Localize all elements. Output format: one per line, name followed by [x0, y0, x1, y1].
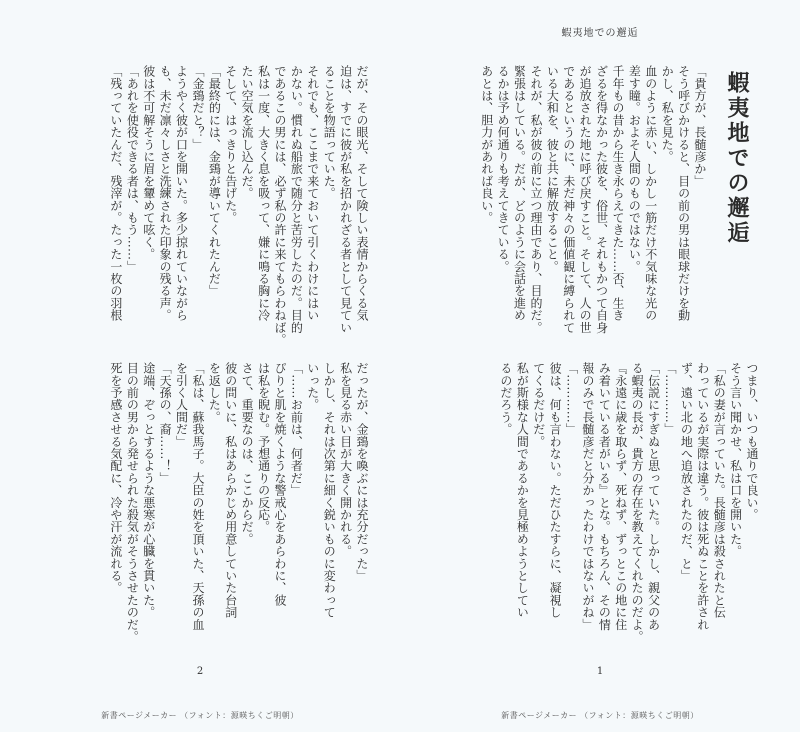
text-line: だが、その眼光、そして険しい表情からくる気	[355, 65, 369, 322]
text-line: 迫は、すでに彼が私を招かれざる者として見てい	[338, 65, 353, 334]
text-line: であるこの男には、必ず私の許に来てもらわねば。	[272, 65, 287, 346]
text-line: 死を予感させる気配に、冷や汗が流れる。	[108, 362, 123, 594]
text-line: ることを物語っていた。	[322, 65, 337, 200]
text-line: 私を見る赤い目が大きく開かれる。	[338, 362, 353, 558]
text-line: しかし、それは次第に細く鋭いものに変わって	[322, 362, 337, 619]
text-line: 「……お前は、何者だ」	[289, 362, 304, 497]
text-line: そして、はっきりと告げた。	[223, 65, 238, 224]
text-line: いる大和を、彼と共に解放すること。	[545, 65, 560, 273]
text-line: ようやく彼が口を開いた。多少掠れていながら	[174, 65, 189, 322]
text-line: ぴりと肌を焼くような警戒心をあらわに、彼	[272, 362, 287, 606]
text-line: 「私は、蘇我馬子。大臣の姓を頂いた、天孫の血	[190, 362, 205, 631]
text-line: 千年もの昔から生き永らえてきた……否、生き	[610, 65, 625, 322]
text-line: てくるだけだ。	[531, 362, 546, 448]
running-head: 蝦夷地での邂逅	[561, 28, 639, 39]
right-bottom-lines	[498, 362, 761, 660]
text-line: が追放された地に呼び戻すこと。そして、人の世	[578, 65, 593, 334]
text-line: 「貴方が、長髄彦か」	[693, 65, 707, 187]
text-line: は私を睨む。予想通りの反応。	[256, 362, 271, 533]
text-line: も、未だ凛々しさと洗練された印象の残る声。	[158, 65, 173, 322]
text-line: 緊張はしている。だが、どのように会話を進め	[512, 65, 527, 322]
text-line: かない。慣れぬ船旅で随分と苦労したのだ。目的	[289, 65, 304, 334]
text-line: 『永遠に歳を取らず、死ねず、ずっとこの地に住	[613, 362, 628, 631]
text-line: を引く人間だ」	[174, 362, 189, 448]
text-line: ず、遠い北の地へ追放されたのだ、と」	[679, 362, 694, 582]
text-line: あとは、胆力があれば良い。	[479, 65, 494, 224]
text-line: だったが、金鵄を喚ぶには充分だった」	[355, 362, 369, 582]
text-line: るかは予め何通りも考えてきている。	[496, 65, 511, 273]
page-left	[0, 0, 400, 706]
text-line: 血のように赤い、しかし一筋だけ不気味な光の	[643, 65, 658, 322]
left-bottom-lines	[108, 362, 371, 660]
text-line: 「…………」	[662, 362, 677, 436]
text-line: さて、重要なのは、ここからだ。	[240, 362, 255, 545]
text-line: 彼は、何も言わない。ただひたすらに、凝視し	[548, 362, 563, 619]
chapter-title: 蝦夷地での邂逅	[724, 71, 750, 246]
text-line: であるというのに、未だ神々の価値観に縛られて	[561, 65, 576, 334]
text-line: 「伝説にすぎぬと思っていた。しかし、親父のあ	[646, 362, 661, 631]
left-top-lines	[108, 65, 371, 355]
page-right	[400, 0, 800, 706]
text-line: 途端、ぞっとするような悪寒が心臓を貫いた。	[141, 362, 156, 619]
footer-credit-left: 新書ページメーカー （フォント：源暎ちくご明朝）	[101, 711, 299, 720]
right-page-bottom-column	[440, 362, 760, 660]
text-line: そう言い聞かせ、私は口を開いた。	[728, 362, 743, 558]
text-line: 私は一度、大きく息を吸って、嫌に鳴る胸に冷	[256, 65, 271, 322]
text-line: 「残っていたんだ、残滓が。たった一枚の羽根	[108, 65, 123, 322]
text-line: いった。	[305, 362, 320, 411]
text-line: を返した。	[207, 362, 222, 423]
text-line: る蝦夷の長が、貴方の存在を教えてくれたのだよ。	[630, 362, 645, 643]
right-top-lines	[478, 65, 708, 355]
text-line: 彼は不可解そうに眉を顰めて呟く。	[141, 65, 156, 261]
text-line: 「…………」	[564, 362, 579, 436]
text-line: 報のみで長髄彦だと分かったわけではないがね」	[580, 362, 595, 631]
text-line: 「あれを使役できる者は、もう……」	[125, 65, 140, 273]
text-line: 差す瞳。およそ人間のものではない。	[627, 65, 642, 273]
text-line: 私が斯様な人間であるかを見極めようとしてい	[515, 362, 530, 619]
text-line: それが、私が彼の前に立つ理由であり、目的だ。	[528, 65, 543, 334]
text-line: 「私の妻が言っていた。長髄彦は殺されたと伝	[712, 362, 727, 619]
left-page-top-column	[35, 65, 370, 355]
left-page-bottom-column	[35, 362, 370, 660]
page-number-left: 2	[196, 666, 204, 677]
text-line: 「天孫の、裔……！」	[158, 362, 173, 484]
text-line: 彼の問いに、私はあらかじめ用意していた台詞	[223, 362, 238, 619]
text-line: つまり、いつも通りで良い。	[745, 362, 759, 521]
text-line: ざるを得なかった彼を、俗世、それもかつて自身	[594, 65, 609, 334]
text-line: それでも、ここまで来ておいて引くわけにはい	[305, 65, 320, 322]
text-line: 「最終的には、金鵄が導いてくれたんだ」	[207, 65, 222, 297]
text-line: るのだろう。	[498, 362, 513, 436]
page-number-right: 1	[596, 666, 604, 677]
text-line: わっているが実際は違う。彼は死ぬことを許され	[695, 362, 710, 631]
text-line: そう呼びかけると、目の前の男は眼球だけを動	[676, 65, 691, 322]
right-page-top-column	[440, 65, 760, 355]
text-line: 目の前の男から発せられた殺気がそうさせたのだ。	[125, 362, 140, 643]
footer-credit-right: 新書ページメーカー （フォント：源暎ちくご明朝）	[501, 711, 699, 720]
text-line: かし、私を見た。	[660, 65, 675, 163]
text-line: たい空気を流し込んだ。	[240, 65, 255, 200]
text-line: 「金鵄だと？」	[190, 65, 205, 151]
text-line: み着いている者がいる』とな。もちろん、その情	[597, 362, 612, 631]
